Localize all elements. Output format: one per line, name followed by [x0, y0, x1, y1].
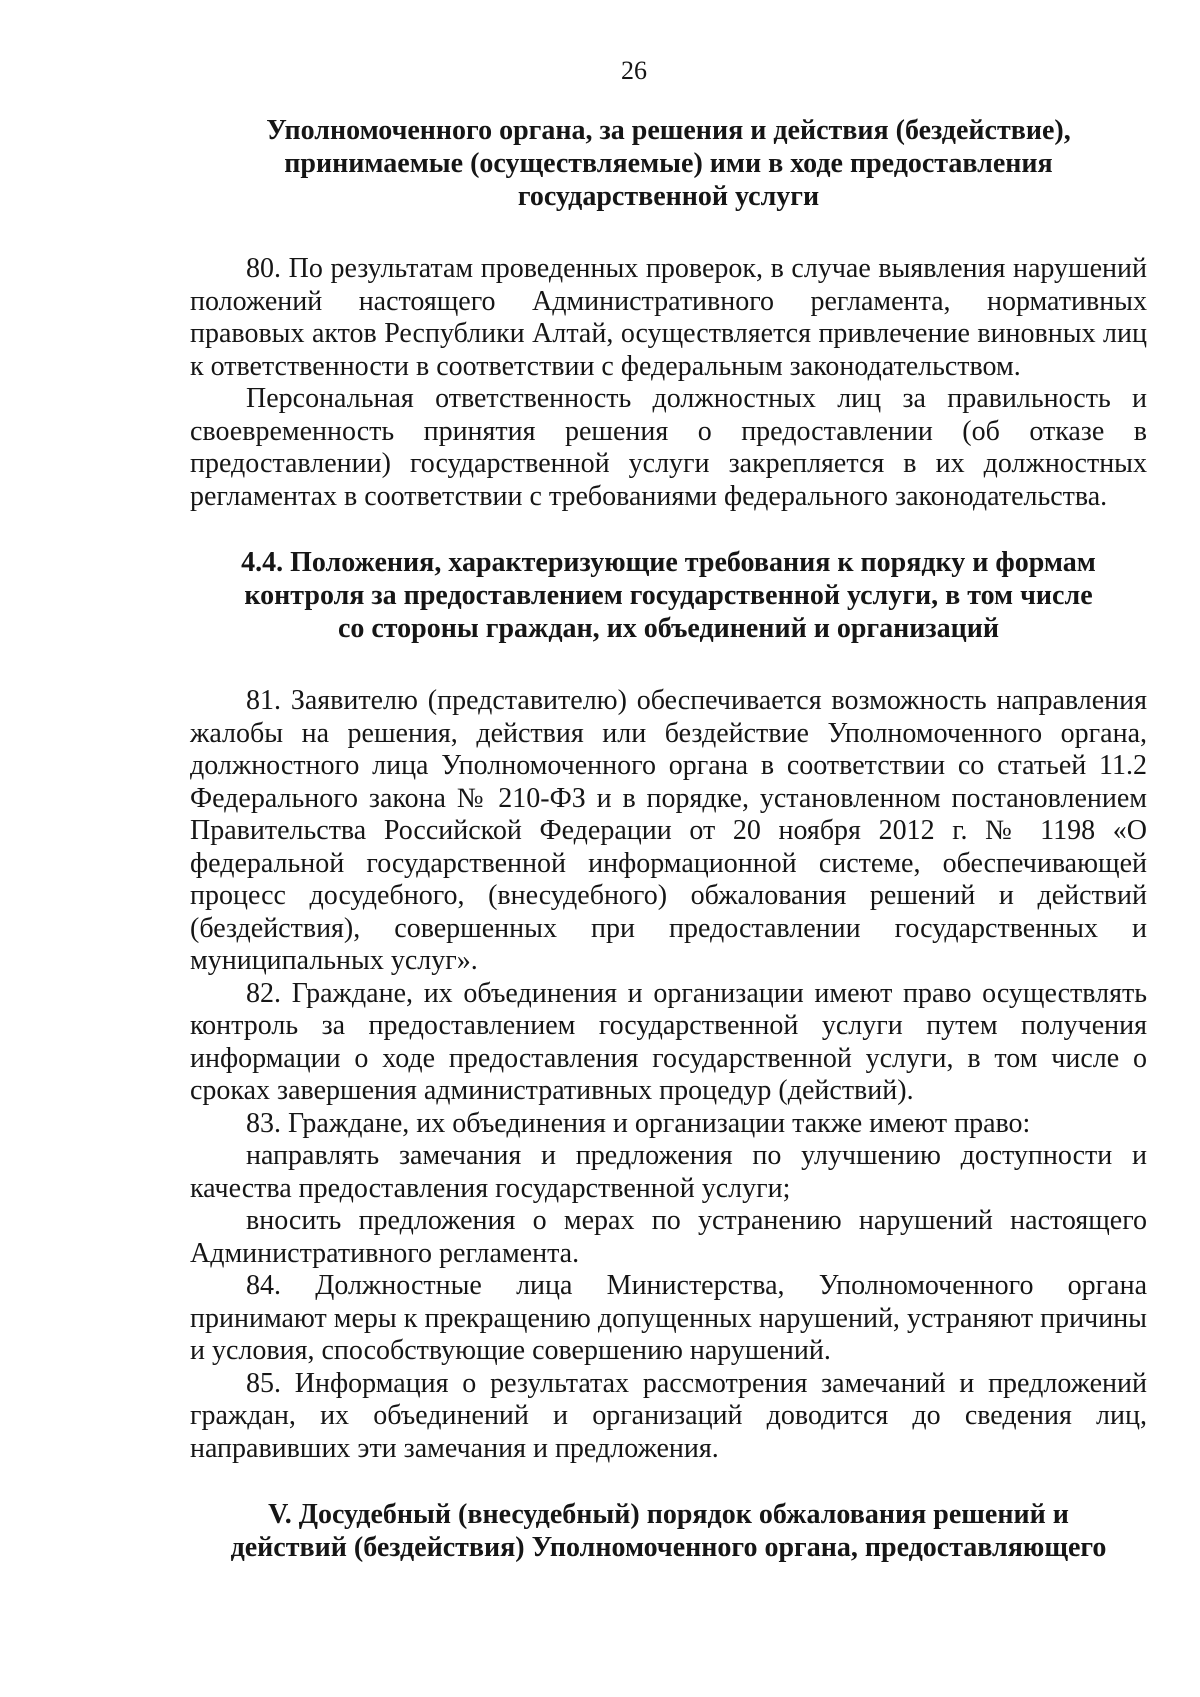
heading-line: со стороны граждан, их объединений и организаций	[337, 613, 1000, 644]
paragraph-personal-responsibility: Персональная ответственность должностных лиц за правильность и своевременность принятия решения о предоставлении (об отказе в предоставлении) государственной услуги закрепляется в их должностных регламентах в соответствии с требованиями федерального законодательства.	[190, 383, 1147, 512]
heading-line: Уполномоченного органа, за решения и действия (бездействие),	[266, 115, 1071, 146]
page-number: 26	[621, 56, 647, 85]
page-content	[190, 114, 1147, 1564]
paragraph-83-item-2: вносить предложения о мерах по устранению нарушений настоящего Административного регламента.	[190, 1205, 1147, 1269]
paragraph-81: 81. Заявителю (представителю) обеспечивается возможность направления жалобы на решения, действия или бездействие Уполномоченного органа, должностного лица Уполномоченного органа в соответствии со статьей 11.2 Федерального закона № 210-ФЗ и в порядке, установленном постановлением Правительства Российской Федерации от 20 ноября 2012 г. № 1198 «О федеральной государственной информационной системе, обеспечивающей процесс досудебного, (внесудебного) обжалования решений и действий (бездействия), совершенных при предоставлении государственных и муниципальных услуг».	[190, 685, 1147, 976]
paragraph-82: 82. Граждане, их объединения и организации имеют право осуществлять контроль за предоставлением государственной услуги путем получения информации о ходе предоставления государственной услуги, в том числе о сроках завершения административных процедур (действий).	[190, 977, 1147, 1106]
section-heading-v	[190, 1498, 1147, 1564]
heading-line: контроля за предоставлением государственной услуги, в том числе	[244, 580, 1093, 611]
paragraph-83: 83. Граждане, их объединения и организации также имеют право:	[246, 1107, 1031, 1139]
paragraph-83-item-1: направлять замечания и предложения по улучшению доступности и качества предоставления государственной услуги;	[190, 1140, 1147, 1204]
heading-line: 4.4. Положения, характеризующие требования к порядку и формам	[241, 547, 1096, 578]
section-heading-continuation	[190, 114, 1147, 213]
heading-line: государственной услуги	[517, 181, 820, 212]
paragraph-84: 84. Должностные лица Министерства, Уполномоченного органа принимают меры к прекращению допущенных нарушений, устраняют причины и условия, способствующие совершению нарушений.	[190, 1270, 1147, 1366]
paragraph-85: 85. Информация о результатах рассмотрения замечаний и предложений граждан, их объединений и организаций доводится до сведения лиц, направивших эти замечания и предложения.	[190, 1367, 1147, 1464]
heading-line: действий (бездействия) Уполномоченного органа, предоставляющего	[230, 1532, 1107, 1563]
section-heading-4-4	[190, 546, 1147, 645]
heading-line: принимаемые (осуществляемые) ими в ходе предоставления	[284, 148, 1053, 179]
heading-line: V. Досудебный (внесудебный) порядок обжалования решений и	[268, 1499, 1069, 1530]
paragraph-80: 80. По результатам проведенных проверок, в случае выявления нарушений положений настоящего Административного регламента, нормативных правовых актов Республики Алтай, осуществляется привлечение виновных лиц к ответственности в соответствии с федеральным законодательством.	[190, 253, 1147, 382]
